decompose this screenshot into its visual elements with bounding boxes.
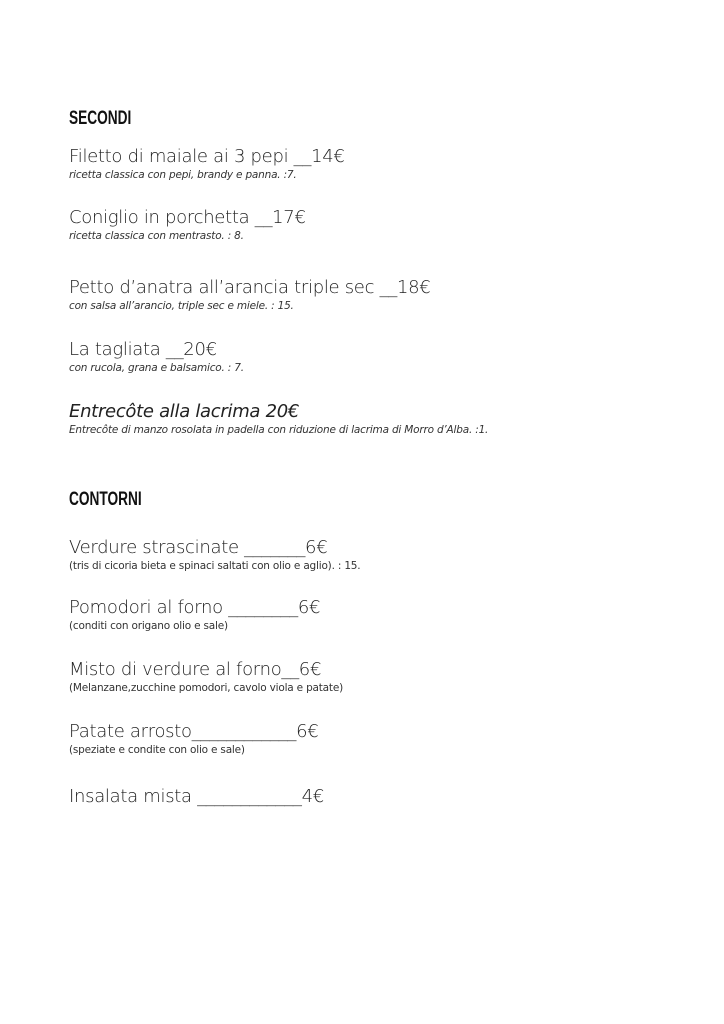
- item-name: Filetto di maiale ai 3 pepi __14€: [69, 146, 345, 167]
- item-name: Misto di verdure al forno__6€: [69, 659, 322, 680]
- menu-item: [69, 146, 345, 182]
- menu-item: [69, 659, 343, 695]
- menu-item: [69, 339, 244, 375]
- menu-item: [69, 597, 320, 633]
- item-description: Entrecôte di manzo rosolata in padella con riduzione di lacrima di Morro d’Alba. :1.: [69, 424, 489, 436]
- item-name: Verdure strascinate _______6€: [69, 537, 328, 558]
- item-description: con salsa all’arancio, triple sec e miele. : 15.: [69, 300, 294, 312]
- item-description: (tris di cicoria bieta e spinaci saltati con olio e aglio). : 15.: [69, 560, 361, 572]
- menu-item: [69, 721, 318, 757]
- item-name: Coniglio in porchetta __17€: [69, 207, 306, 228]
- item-description: (Melanzane,zucchine pomodori, cavolo viola e patate): [69, 682, 343, 694]
- section-heading-contorni: CONTORNI: [69, 489, 142, 510]
- menu-item: [69, 786, 324, 808]
- item-name: Pomodori al forno ________6€: [69, 597, 321, 618]
- item-description: ricetta classica con pepi, brandy e panna. :7.: [69, 169, 297, 181]
- item-name: Insalata mista ____________4€: [69, 786, 324, 807]
- menu-item: [69, 207, 306, 243]
- item-description: ricetta classica con mentrasto. : 8.: [69, 230, 244, 242]
- menu-item: [69, 401, 488, 437]
- item-name: Patate arrosto____________6€: [69, 721, 319, 742]
- item-description: (speziate e condite con olio e sale): [69, 744, 245, 756]
- item-name: Petto d’anatra all’arancia triple sec __18€: [69, 277, 431, 298]
- menu-item: [69, 277, 430, 313]
- section-heading-secondi: SECONDI: [69, 108, 132, 129]
- item-name: Entrecôte alla lacrima 20€: [69, 401, 300, 422]
- item-name: La tagliata __20€: [69, 339, 217, 360]
- item-description: (conditi con origano olio e sale): [69, 620, 228, 632]
- item-description: con rucola, grana e balsamico. : 7.: [69, 362, 244, 374]
- menu-item: [69, 537, 360, 573]
